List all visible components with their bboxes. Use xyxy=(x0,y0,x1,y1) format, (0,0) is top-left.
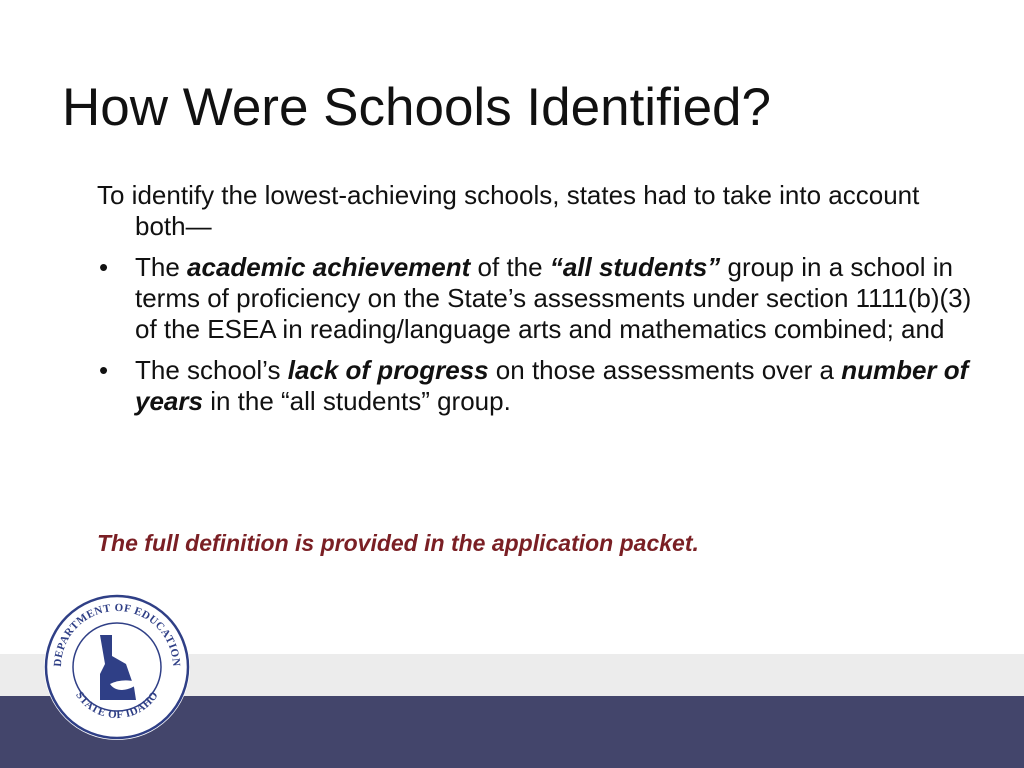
bullet-marker: • xyxy=(99,252,109,282)
bullet-text: on those assessments over a xyxy=(488,355,842,385)
bullet-text: The school’s xyxy=(135,355,288,385)
emphasis-lack-of-progress: lack of progress xyxy=(287,355,489,385)
emphasis-academic-achievement: academic achievement xyxy=(187,252,471,282)
bullet-text: group in a school in terms of proficiency on the State’s assessments under section 1111(b)(3) of the ESEA in reading/language arts and mathematics combined; and xyxy=(135,252,972,344)
seal-text-top-path: DEPARTMENT OF EDUCATION xyxy=(51,601,183,668)
emphasis-all-students: “all students” xyxy=(549,252,721,282)
intro-text: To identify the lowest-achieving schools, states had to take into account both— xyxy=(97,180,920,241)
state-seal-logo xyxy=(42,592,192,742)
bullet-text: in the “all students” group. xyxy=(202,386,511,416)
slide-body xyxy=(97,180,977,427)
bullet-text: The xyxy=(135,252,188,282)
seal-text-bottom-path: STATE OF IDAHO xyxy=(73,689,161,722)
bullet-item-academic-achievement xyxy=(97,252,977,345)
emphasis-number-of-years: number of years xyxy=(135,355,969,416)
bullet-list xyxy=(97,252,977,417)
definition-note: The full definition is provided in the application packet. xyxy=(97,530,699,556)
slide-title: How Were Schools Identified? xyxy=(62,78,772,137)
bullet-text: of the xyxy=(470,252,550,282)
bullet-marker: • xyxy=(99,355,109,385)
bullet-item-lack-of-progress xyxy=(97,355,977,417)
